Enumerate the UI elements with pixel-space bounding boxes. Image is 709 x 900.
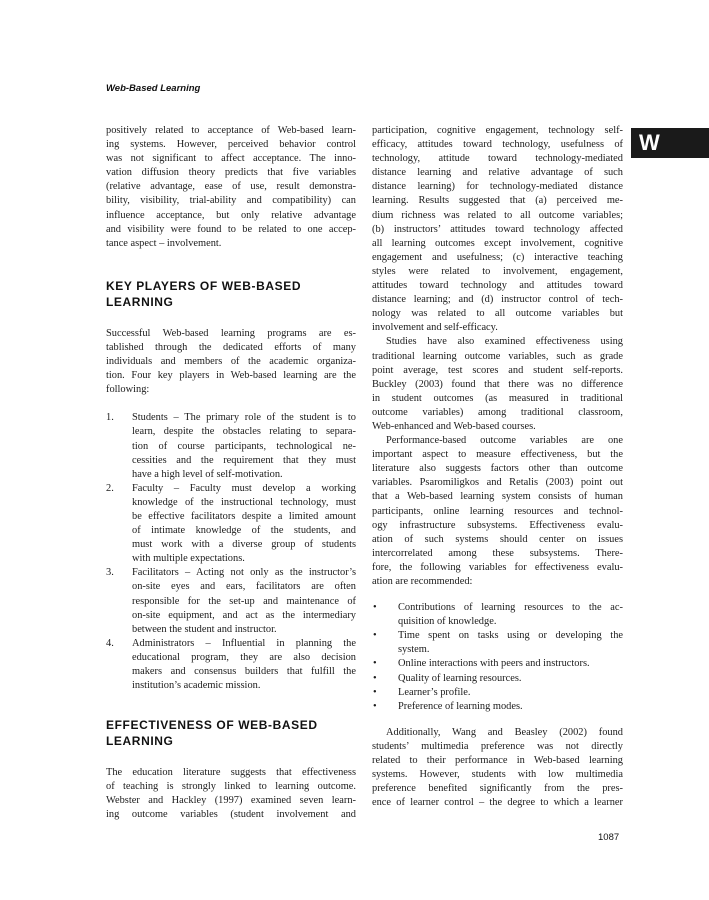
text-line: all learning outcomes except involvement, cognitive <box>372 237 623 249</box>
list-item <box>372 700 623 714</box>
text-line: Quality of learning resources. <box>398 672 522 684</box>
text-line: cessities and the requirement that they must <box>132 454 356 466</box>
text-line: distance learning; and (d) instructor control of tech- <box>372 294 623 306</box>
text-line: on-site eyes and ears, facilitators are often <box>132 581 356 593</box>
paragraph-outcome-variables <box>372 124 623 335</box>
heading-line: LEARNING <box>106 734 174 749</box>
text-line: ing outcome variables (student involvement and <box>106 809 356 821</box>
text-line: tablished through the dedicated efforts of many <box>106 341 356 353</box>
list-item <box>372 686 623 700</box>
text-line: makers and consensus builders that fulfill the <box>132 666 356 677</box>
bullet-icon: • <box>373 672 377 684</box>
section-tab: W <box>631 128 709 158</box>
text-line: ing systems. However, perceived behavior control <box>106 139 356 151</box>
text-line: preference benefited significantly from the pres- <box>372 783 623 795</box>
text-line: fore, the following variables for effectiveness evalu- <box>372 561 623 573</box>
text-line: Contributions of learning resources to the ac- <box>398 602 623 614</box>
evaluation-variables-list <box>372 601 623 714</box>
text-line: dium richness was related to all outcome variables; <box>372 209 623 221</box>
text-line: be effective facilitators despite a limited amount <box>132 510 356 522</box>
text-line: outcome variables) among traditional classroom, <box>372 406 623 418</box>
text-line: important aspect to measure effectiveness, but the <box>372 449 623 461</box>
text-line: learning. Results suggested that (a) perceived me- <box>372 195 623 207</box>
text-line: Facilitators – Acting not only as the instructor’s <box>132 567 356 579</box>
list-item <box>106 411 356 481</box>
text-line: must work with a diverse group of students <box>132 539 356 551</box>
text-line: distance learning and relative advantage of such <box>372 167 623 179</box>
text-line: Learner’s profile. <box>398 686 471 698</box>
list-number: 1. <box>106 412 114 424</box>
text-line: tance aspect – involvement. <box>106 237 222 249</box>
text-line: intercorrelated among these subsystems. There- <box>372 547 623 559</box>
text-line: ation of such systems should center on issues <box>372 533 623 545</box>
text-line: tion of course participants, technological ne- <box>132 440 356 452</box>
text-line: with multiple expectations. <box>132 553 245 565</box>
text-line: in student outcomes (as measured in traditional <box>372 392 623 404</box>
text-line: and visibility were found to be related to one accep- <box>106 223 356 235</box>
text-line: Additionally, Wang and Beasley (2002) found <box>386 726 623 738</box>
list-item <box>106 482 356 567</box>
text-line: influence acceptance, but only relative advantage <box>106 209 356 221</box>
list-item <box>372 629 623 657</box>
list-number: 3. <box>106 567 114 579</box>
text-line: ation are recommended: <box>372 576 473 587</box>
paragraph-performance-outcomes <box>372 434 623 589</box>
text-line: participation, cognitive engagement, technology self- <box>372 125 623 136</box>
key-players-list <box>106 411 356 693</box>
text-line: (b) instructors’ attitudes toward technology affected <box>372 223 623 235</box>
section-heading-key-players <box>106 278 356 310</box>
text-line: institution’s academic mission. <box>132 680 261 692</box>
text-line: ogy infrastructure subsystems. Effectiveness evalu- <box>372 519 623 531</box>
text-line: ence of learner control – the degree to which a learner <box>372 797 623 809</box>
text-line: (relative advantage, ease of use, result demonstra- <box>106 181 356 193</box>
heading-line: LEARNING <box>106 294 174 309</box>
list-item <box>106 566 356 636</box>
bullet-icon: • <box>373 630 377 642</box>
text-line: engagement and usefulness; (c) interactive teaching <box>372 251 623 263</box>
text-line: participants, online learning resources and technol- <box>372 505 623 517</box>
paragraph-traditional-outcomes <box>372 335 623 434</box>
key-players-intro <box>106 327 356 397</box>
text-line: system. <box>398 644 430 656</box>
text-line: Administrators – Influential in planning the <box>132 637 356 649</box>
text-line: following: <box>106 384 150 396</box>
text-line: of teaching is strongly linked to learning outcome. <box>106 781 356 793</box>
text-line: styles were related to involvement, engagement, <box>372 265 623 277</box>
text-line: on-site equipment, and act as the intermediary <box>132 609 356 621</box>
list-item <box>372 601 623 629</box>
text-line: The education literature suggests that effectiveness <box>106 767 356 779</box>
left-column <box>106 124 356 823</box>
text-line: vation diffusion theory predicts that five variables <box>106 167 356 179</box>
text-line: distance learning) for technology-mediated distance <box>372 181 623 193</box>
text-line: educational program, they are also decision <box>132 651 356 663</box>
text-line: attitudes toward technology and attitudes toward <box>372 280 623 292</box>
text-line: systems. However, students with low multimedia <box>372 769 623 781</box>
running-head: Web-Based Learning <box>106 83 201 94</box>
text-line: variables. Psaromiligkos and Retalis (2003) point out <box>372 477 623 489</box>
heading-line: EFFECTIVENESS OF WEB-BASED <box>106 718 318 733</box>
text-line: Faculty – Faculty must develop a working <box>132 482 356 494</box>
list-number: 4. <box>106 637 114 649</box>
text-line: responsible for the set-up and maintenance of <box>132 595 356 607</box>
text-line: Performance-based outcome variables are one <box>386 435 623 447</box>
text-line: Webster and Hackley (1997) examined seven learn- <box>106 795 356 807</box>
bullet-icon: • <box>373 658 377 670</box>
text-line: have a high level of self-motivation. <box>132 468 283 480</box>
text-line: learn, despite the obstacles relating to separa- <box>132 426 356 438</box>
text-line: technology, attitude toward technology-mediated <box>372 153 623 165</box>
text-line: quisition of knowledge. <box>398 616 497 628</box>
heading-line: KEY PLAYERS OF WEB-BASED <box>106 278 302 293</box>
text-line: Preference of learning modes. <box>398 700 523 712</box>
list-number: 2. <box>106 482 114 494</box>
text-line: Online interactions with peers and instructors. <box>398 658 590 670</box>
text-line: tion. Four key players in Web-based learning are the <box>106 370 356 382</box>
text-line: individuals and members of the academic organiza- <box>106 356 356 368</box>
intro-paragraph <box>106 124 356 251</box>
bullet-icon: • <box>373 602 377 614</box>
text-line: that a Web-based learning system consists of human <box>372 491 623 503</box>
list-item <box>106 637 356 693</box>
text-line: efficacy, attitudes toward technology, usefulness of <box>372 139 623 151</box>
text-line: bility, visibility, trial-ability and compatibility) can <box>106 195 356 207</box>
list-item <box>372 657 623 671</box>
text-line: Time spent on tasks using or developing the <box>398 630 623 642</box>
text-line: between the student and instructor. <box>132 623 277 635</box>
section-heading-effectiveness <box>106 717 356 749</box>
text-line: of intimate knowledge of the students, and <box>132 525 356 537</box>
text-line: Students – The primary role of the student is to <box>132 412 356 424</box>
text-line: nology was related to all outcome variables but <box>372 308 623 320</box>
right-column <box>372 124 623 810</box>
text-line: involvement and self-efficacy. <box>372 322 498 334</box>
text-line: positively related to acceptance of Web-based learn- <box>106 125 356 136</box>
paragraph-multimedia-preference <box>372 726 623 811</box>
text-line: Buckley (2003) found that there was no difference <box>372 378 623 390</box>
text-line: knowledge of the instructional technology, must <box>132 496 356 508</box>
effectiveness-intro <box>106 766 356 822</box>
bullet-icon: • <box>373 686 377 698</box>
text-line: students’ multimedia preference was not directly <box>372 740 623 752</box>
bullet-icon: • <box>373 700 377 712</box>
text-line: Web-enhanced and Web-based courses. <box>372 420 536 432</box>
text-line: was not significant to affect acceptance. The inno- <box>106 153 356 165</box>
text-line: literature also suggests factors other than outcome <box>372 463 623 475</box>
text-line: point average, test scores and student self-reports. <box>372 364 623 376</box>
text-line: Studies have also examined effectiveness using <box>386 336 623 348</box>
text-line: Successful Web-based learning programs are es- <box>106 327 356 339</box>
text-line: traditional learning outcome variables, such as grade <box>372 350 623 362</box>
text-line: related to their performance in Web-based learning <box>372 755 623 767</box>
list-item <box>372 672 623 686</box>
page-number: 1087 <box>598 832 620 843</box>
